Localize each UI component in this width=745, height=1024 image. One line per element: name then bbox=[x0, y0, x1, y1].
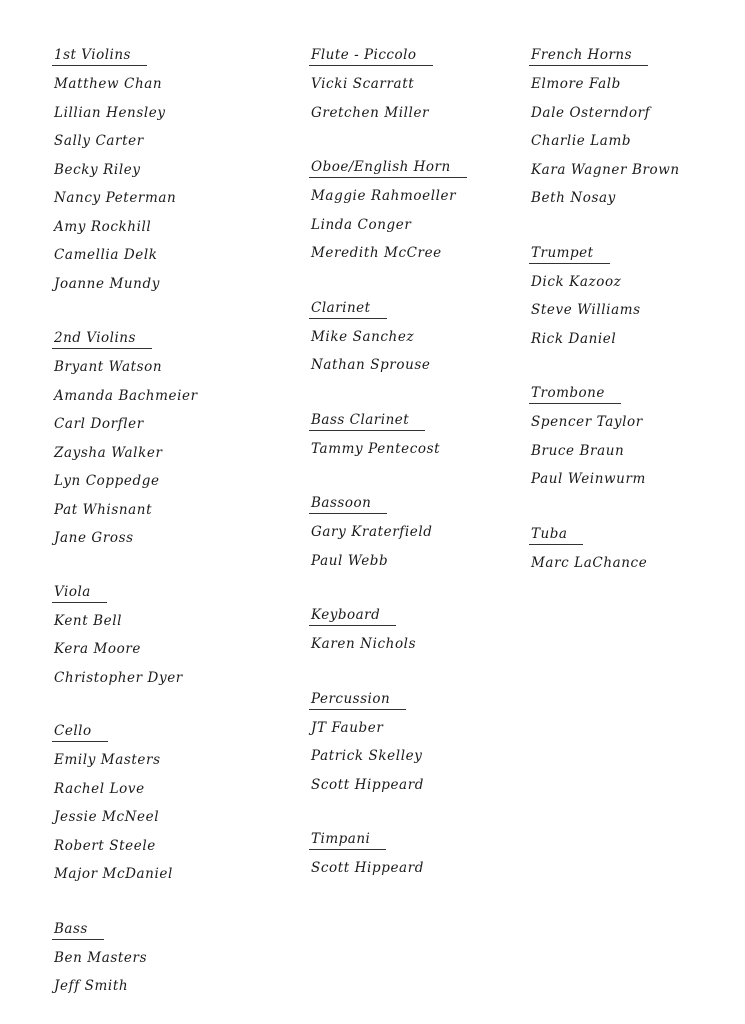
section-1st-violins bbox=[54, 44, 284, 298]
member-name: Bryant Watson bbox=[54, 359, 163, 375]
member-name: Nathan Sprouse bbox=[311, 357, 431, 373]
section-bass-clarinet bbox=[311, 409, 511, 464]
member-name: Paul Webb bbox=[311, 552, 389, 569]
member-name: Dale Osterndorf bbox=[531, 104, 651, 121]
section-trombone bbox=[531, 382, 741, 494]
member-name: Scott Hippeard bbox=[311, 776, 424, 793]
roster-column-1 bbox=[54, 44, 284, 1001]
member-name: Scott Hippeard bbox=[311, 860, 424, 876]
member-list bbox=[311, 435, 511, 464]
member-name: JT Fauber bbox=[311, 719, 384, 736]
member-name: Elmore Falb bbox=[531, 76, 621, 92]
section-2nd-violins bbox=[54, 327, 284, 553]
member-list bbox=[54, 944, 284, 1001]
member-name: Becky Riley bbox=[54, 161, 141, 178]
section-keyboard bbox=[311, 604, 511, 659]
member-name: Lillian Hensley bbox=[54, 104, 166, 121]
member-list bbox=[311, 323, 511, 380]
member-name: Jessie McNeel bbox=[54, 809, 160, 825]
member-name: Rick Daniel bbox=[531, 330, 617, 347]
section-french-horns bbox=[531, 44, 741, 213]
member-name: Pat Whisnant bbox=[54, 501, 153, 518]
member-name: Spencer Taylor bbox=[531, 414, 643, 430]
section-percussion bbox=[311, 688, 511, 800]
member-name: Carl Dorfler bbox=[54, 416, 144, 432]
section-heading: Bassoon bbox=[309, 494, 387, 514]
section-heading: Bass Clarinet bbox=[309, 411, 425, 431]
member-list bbox=[311, 854, 511, 883]
member-name: Amy Rockhill bbox=[54, 218, 152, 235]
section-heading: Timpani bbox=[309, 830, 386, 850]
section-heading: Trombone bbox=[529, 384, 621, 404]
member-name: Jane Gross bbox=[54, 530, 134, 546]
member-name: Robert Steele bbox=[54, 837, 156, 854]
member-list bbox=[311, 70, 511, 127]
section-timpani bbox=[311, 828, 511, 883]
section-cello bbox=[54, 720, 284, 889]
member-list bbox=[54, 607, 284, 693]
member-name: Tammy Pentecost bbox=[311, 440, 441, 457]
section-viola bbox=[54, 581, 284, 693]
member-name: Steve Williams bbox=[531, 302, 641, 318]
member-name: Amanda Bachmeier bbox=[54, 387, 198, 404]
member-list bbox=[531, 408, 741, 494]
section-heading: Flute - Piccolo bbox=[309, 46, 433, 66]
member-name: Gary Kraterfield bbox=[311, 524, 433, 540]
section-heading: Trumpet bbox=[529, 244, 610, 264]
section-heading: Keyboard bbox=[309, 606, 396, 626]
member-name: Mike Sanchez bbox=[311, 328, 415, 345]
member-name: Marc LaChance bbox=[531, 554, 648, 571]
roster-column-3 bbox=[531, 44, 741, 577]
member-name: Kent Bell bbox=[54, 612, 123, 629]
member-list bbox=[311, 714, 511, 800]
member-name: Vicki Scarratt bbox=[311, 76, 415, 92]
member-name: Jeff Smith bbox=[54, 978, 129, 994]
section-heading: Cello bbox=[52, 722, 108, 742]
member-name: Beth Nosay bbox=[531, 190, 616, 206]
member-name: Linda Conger bbox=[311, 216, 412, 233]
member-list bbox=[311, 518, 511, 575]
member-name: Emily Masters bbox=[54, 752, 161, 768]
member-name: Kera Moore bbox=[54, 641, 142, 657]
section-heading: Percussion bbox=[309, 690, 406, 710]
member-name: Major McDaniel bbox=[54, 866, 173, 882]
member-list bbox=[311, 182, 511, 268]
section-trumpet bbox=[531, 242, 741, 354]
member-name: Matthew Chan bbox=[54, 76, 163, 92]
member-name: Gretchen Miller bbox=[311, 104, 430, 121]
member-list bbox=[54, 353, 284, 553]
member-name: Bruce Braun bbox=[531, 442, 625, 459]
member-name: Sally Carter bbox=[54, 133, 144, 149]
section-heading: Bass bbox=[52, 920, 104, 940]
member-list bbox=[54, 746, 284, 889]
member-name: Meredith McCree bbox=[311, 245, 442, 261]
member-list bbox=[531, 70, 741, 213]
member-name: Patrick Skelley bbox=[311, 748, 423, 764]
member-name: Camellia Delk bbox=[54, 247, 158, 263]
member-list bbox=[54, 70, 284, 298]
section-tuba bbox=[531, 523, 741, 578]
section-heading: 1st Violins bbox=[52, 46, 147, 66]
member-name: Joanne Mundy bbox=[54, 275, 160, 292]
section-heading: French Horns bbox=[529, 46, 648, 66]
member-list bbox=[311, 630, 511, 659]
member-name: Ben Masters bbox=[54, 949, 148, 966]
member-name: Karen Nichols bbox=[311, 636, 417, 652]
member-list bbox=[531, 268, 741, 354]
member-name: Rachel Love bbox=[54, 780, 145, 797]
member-name: Paul Weinwurm bbox=[531, 471, 646, 487]
member-name: Nancy Peterman bbox=[54, 190, 177, 206]
section-heading: Viola bbox=[52, 583, 107, 603]
roster-column-2 bbox=[311, 44, 511, 883]
member-name: Lyn Coppedge bbox=[54, 473, 160, 489]
section-oboe-english-horn bbox=[311, 156, 511, 268]
section-heading: Oboe/English Horn bbox=[309, 158, 467, 178]
section-bass bbox=[54, 918, 284, 1001]
member-name: Kara Wagner Brown bbox=[531, 161, 680, 178]
member-name: Christopher Dyer bbox=[54, 669, 183, 686]
member-name: Maggie Rahmoeller bbox=[311, 188, 457, 204]
section-heading: Clarinet bbox=[309, 299, 387, 319]
section-heading: Tuba bbox=[529, 525, 583, 545]
member-name: Charlie Lamb bbox=[531, 133, 632, 149]
section-bassoon bbox=[311, 492, 511, 575]
member-list bbox=[531, 549, 741, 578]
section-clarinet bbox=[311, 297, 511, 380]
member-name: Zaysha Walker bbox=[54, 444, 163, 461]
section-flute-piccolo bbox=[311, 44, 511, 127]
section-heading: 2nd Violins bbox=[52, 329, 152, 349]
member-name: Dick Kazooz bbox=[531, 273, 622, 290]
